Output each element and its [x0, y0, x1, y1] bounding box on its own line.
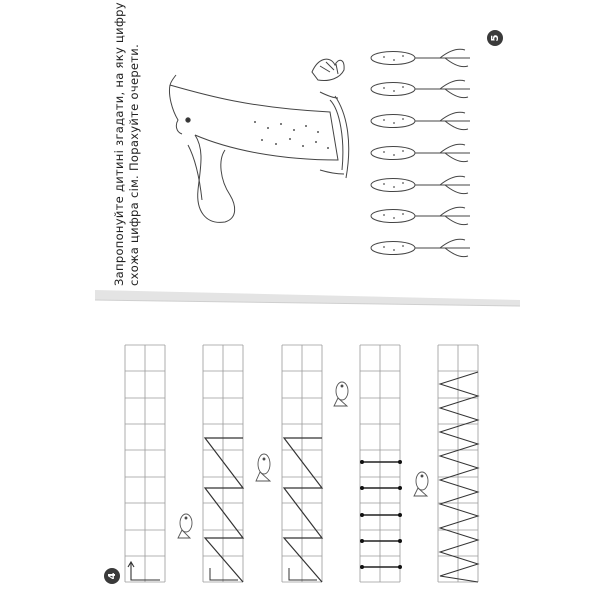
instruction-line-1: Запропонуйте дитині згадати, на яку цифру [112, 2, 126, 286]
instruction-text [112, 2, 142, 286]
page-number-badge: 5 [487, 30, 503, 46]
instruction-line-2: схожа цифра сім. Порахуйте очерети. [127, 43, 141, 286]
page-number-badge: 4 [104, 568, 120, 584]
